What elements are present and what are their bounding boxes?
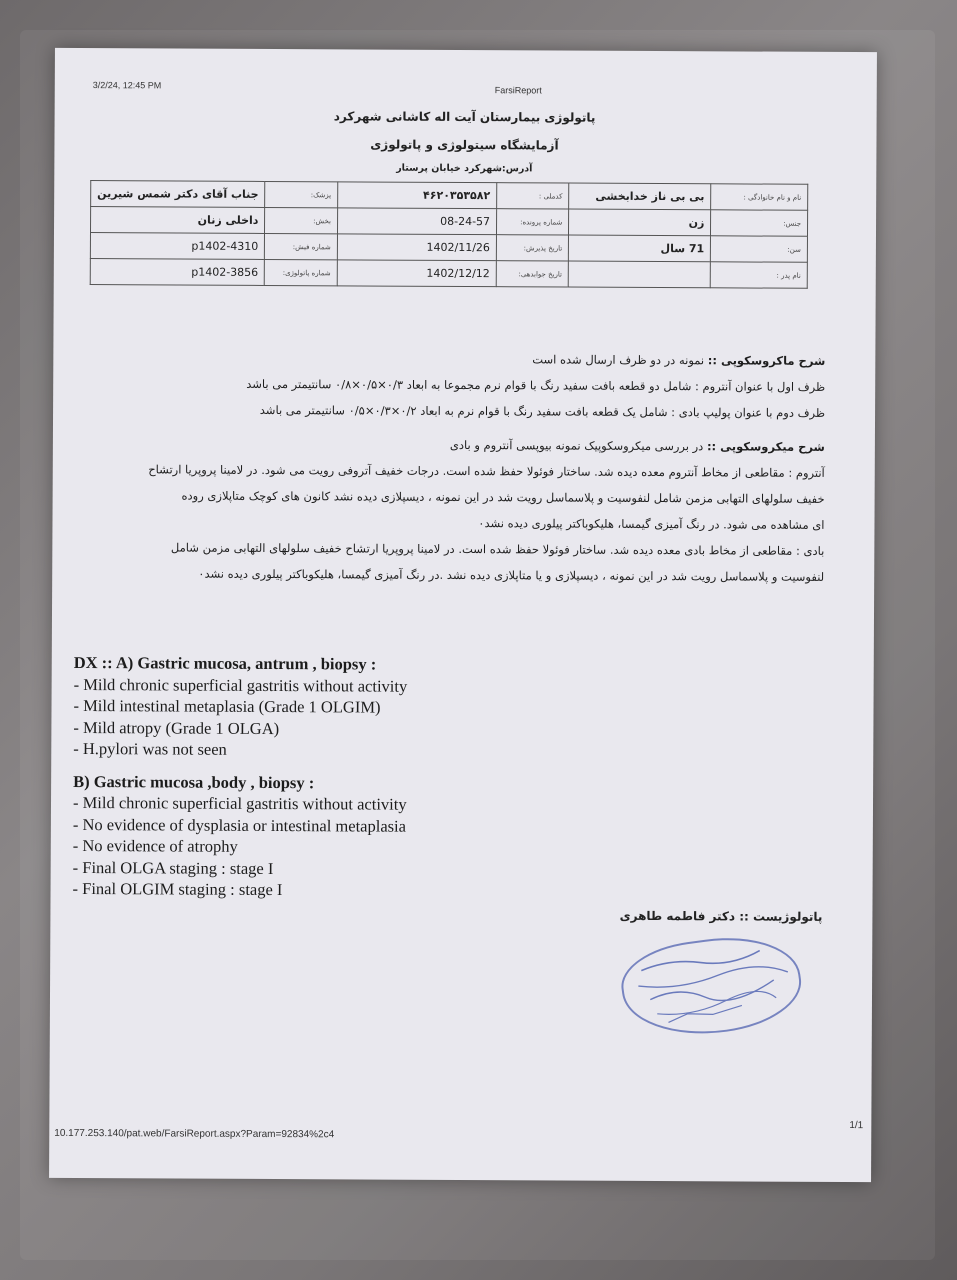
pathology-number-value: p1402-3856 [90, 259, 265, 286]
national-id-value: ۴۶۲۰۳۵۳۵۸۲ [338, 182, 497, 209]
letterhead-lab: آزمایشگاه سیتولوژی و پاتولوژی [370, 137, 559, 153]
pathologist-stamp [617, 928, 807, 1045]
diagnosis-item: - Mild intestinal metaplasia (Grade 1 OLGIM) [73, 695, 381, 717]
diagnosis-b-heading: B) Gastric mucosa ,body , biopsy : [73, 771, 315, 792]
macroscopy-section [105, 344, 825, 426]
report-page [49, 48, 877, 1182]
patient-name-value: بی بی ناز خدابخشی [569, 183, 711, 210]
sex-label: جنس: [711, 210, 808, 237]
table-row [90, 233, 807, 263]
admission-date-value: 1402/11/26 [337, 234, 496, 261]
microscopy-line: خفیف سلولهای التهابی مزمن شامل لنفوسیت و پلاسماسل رویت شد در این نمونه ، دیسپلازی دیده نشد کانون های کوچک متاپلازی روده [181, 488, 825, 506]
table-row [90, 207, 807, 237]
diagnosis-item: - Final OLGIM staging : stage I [72, 878, 283, 900]
footer-url: 10.177.253.140/pat.web/FarsiReport.aspx?Param=92834%2c4 [54, 1127, 335, 1141]
macroscopy-line: ظرف دوم با عنوان پولیپ بادی : شامل یک قطعه بافت سفید رنگ با قوام نرم به ابعاد ۰/۲×۰/۳×۰/۵ سانتیمتر می باشد [259, 402, 826, 420]
diagnosis-item: - H.pylori was not seen [73, 738, 227, 759]
microscopy-line: آنتروم : مقاطعی از مخاط آنتروم معده دیده شد. ساختار فوئولا حفظ شده است. درجات خفیف آتروفی رویت می شود. در لامینا پروپریا ارتشاح [148, 462, 825, 480]
patient-name-label: نام و نام خانوادگی : [711, 184, 808, 211]
diagnosis-a-heading: DX :: A) Gastric mucosa, antrum , biopsy : [73, 652, 377, 674]
letterhead-address: آدرس:شهرکرد خیابان پرستار [396, 162, 533, 175]
age-value: 71 سال [569, 235, 711, 262]
ward-value: داخلی زنان [90, 207, 265, 234]
pathologist-signature-line: پاتولوژیست :: دکتر فاطمه طاهری [619, 908, 823, 924]
receipt-number-value: p1402-4310 [90, 233, 265, 260]
macroscopy-intro: نمونه در دو ظرف ارسال شده است [532, 352, 705, 368]
report-date-label: تاریخ جوابدهی: [496, 261, 568, 287]
pathology-number-label: شماره پاتولوژی: [265, 259, 338, 285]
age-label: سن: [711, 236, 808, 263]
print-page-title: FarsiReport [494, 85, 542, 96]
national-id-label: کدملی : [497, 183, 569, 209]
diagnosis-item: - No evidence of atrophy [72, 835, 238, 856]
footer-page-number: 1/1 [849, 1120, 864, 1132]
microscopy-title: شرح میکروسکوپی :: [706, 439, 825, 454]
microscopy-line: بادی : مقاطعی از مخاط بادی معده دیده شد. ساختار فوئولا حفظ شده است. در لامینا پروپریا ارتشاح خفیف سلولهای التهابی مزمن شامل [170, 540, 825, 558]
diagnosis-item: - Final OLGA staging : stage I [72, 857, 274, 878]
ward-label: بخش: [265, 207, 338, 233]
macroscopy-title: شرح ماکروسکوپی :: [707, 353, 826, 368]
diagnosis-section [73, 652, 574, 902]
receipt-number-label: شماره فیش: [265, 233, 338, 259]
file-number-value: 08-24-57 [337, 208, 496, 235]
letterhead-hospital: پاتولوژی بیمارستان آیت اله کاشانی شهرکرد [333, 109, 596, 125]
microscopy-section [104, 430, 825, 590]
sex-value: زن [569, 209, 711, 236]
admission-date-label: تاریخ پذیرش: [496, 235, 568, 261]
microscopy-line: لنفوسیت و پلاسماسل رویت شد در این نمونه ، دیسپلازی و یا متاپلازی دیده نشد .در رنگ آمیزی گیمسا، هلیکوباکتر پیلوری دیده نشد۰ [198, 566, 825, 584]
diagnosis-item: - Mild atropy (Grade 1 OLGA) [73, 717, 280, 738]
physician-label: پزشک: [265, 181, 338, 207]
file-number-label: شماره پرونده: [497, 209, 569, 235]
table-row [90, 259, 807, 289]
physician-value: جناب آقای دکتر شمس شیرین [91, 181, 266, 208]
father-name-value [568, 261, 710, 288]
microscopy-intro: در بررسی میکروسکوپیک نمونه بیوپسی آنتروم و بادی [449, 437, 704, 454]
diagnosis-item: - No evidence of dysplasia or intestinal metaplasia [72, 814, 407, 836]
microscopy-line: ای مشاهده می شود. در رنگ آمیزی گیمسا، هلیکوباکتر پیلوری دیده نشد۰ [478, 516, 825, 532]
report-date-value: 1402/12/12 [337, 260, 496, 287]
macroscopy-line: ظرف اول با عنوان آنتروم : شامل دو قطعه بافت سفید رنگ با قوام نرم مجموعا به ابعاد ۰/۳×۰/۵×۰/۸ سانتیمتر می باشد [246, 376, 826, 394]
diagnosis-item: - Mild chronic superficial gastritis without activity [73, 674, 408, 696]
diagnosis-item: - Mild chronic superficial gastritis without activity [72, 792, 407, 814]
print-datetime: 3/2/24, 12:45 PM [92, 80, 162, 91]
father-name-label: نام پدر : [710, 262, 807, 289]
stamp-scribble-icon [619, 930, 804, 1043]
patient-info-table [90, 180, 809, 289]
table-row [91, 181, 808, 211]
